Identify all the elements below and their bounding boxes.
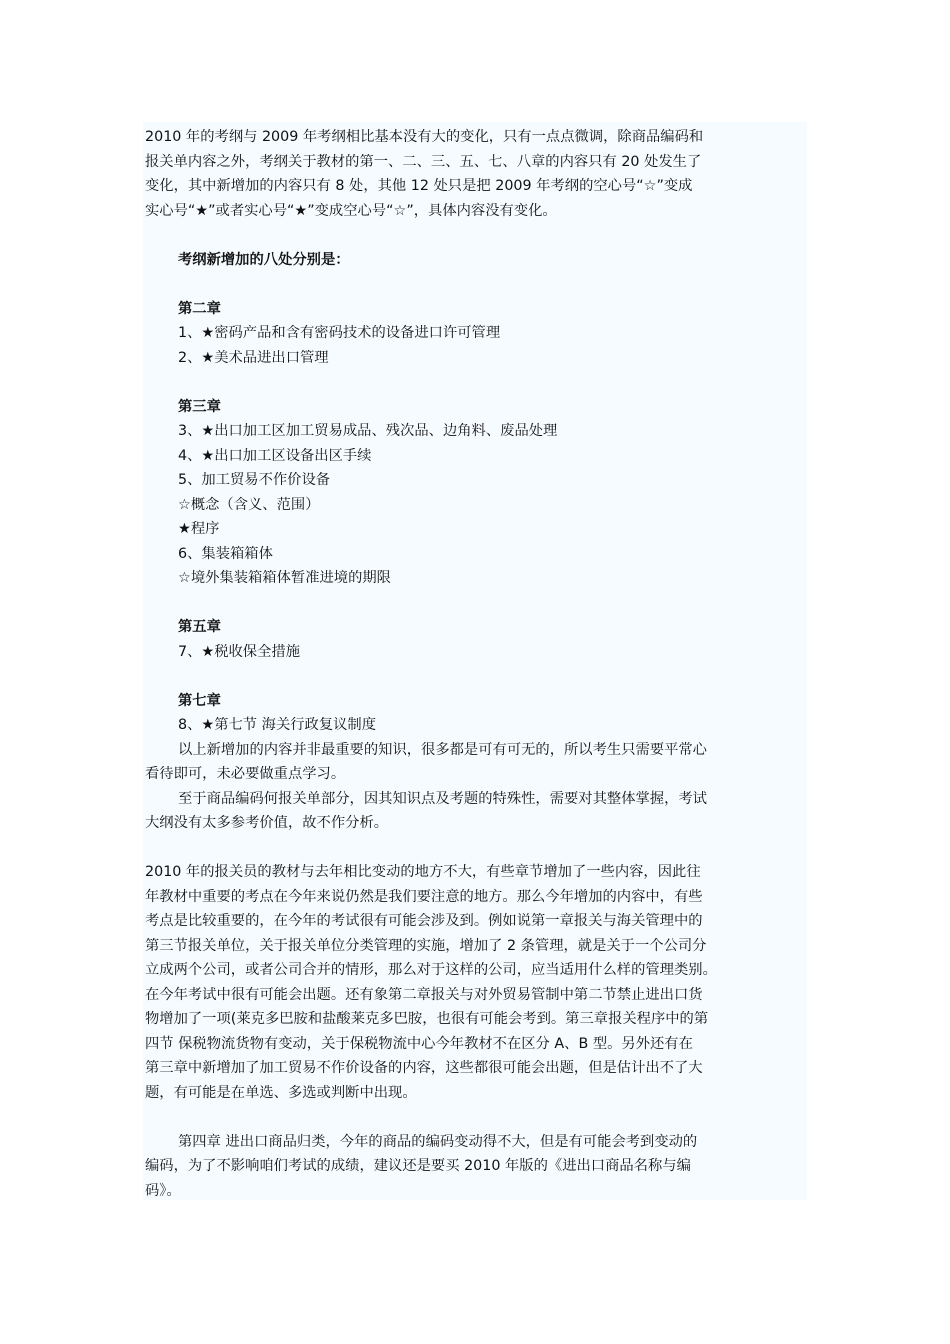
text-line: 以上新增加的内容并非最重要的知识，很多都是可有可无的，所以考生只需要平常心 [178, 741, 707, 758]
text-line: 第四章 进出口商品归类，今年的商品的编码变动得不大，但是有可能会考到变动的 [178, 1133, 698, 1150]
text-line: 四节 保税物流货物有变动，关于保税物流中心今年教材不在区分 A、B 型。另外还有在 [145, 1035, 693, 1052]
text-line: 至于商品编码何报关单部分，因其知识点及考题的特殊性，需要对其整体掌握，考试 [178, 790, 707, 807]
list-item: 6、集装箱箱体 [178, 545, 273, 562]
text-line: 第三章中新增加了加工贸易不作价设备的内容，这些都很可能会出题，但是估计出不了大 [145, 1060, 703, 1076]
blank-line [145, 223, 807, 248]
new-items-heading: 考纲新增加的八处分别是： [178, 251, 350, 268]
chapter-title: 第二章 [178, 300, 221, 317]
text-line: 实心号“★”或者实心号“★”变成空心号“☆”，具体内容没有变化。 [145, 202, 557, 219]
list-item: 4、★出口加工区设备出区手续 [178, 447, 372, 464]
text-line: 变化，其中新增加的内容只有 8 处，其他 12 处只是把 2009 年考纲的空心号“☆”变成 [145, 178, 693, 194]
chapter-2-section [145, 297, 807, 371]
text-line: 年教材中重要的考点在今年来说仍然是我们要注意的地方。那么今年增加的内容中，有些 [145, 888, 703, 905]
text-line: 立成两个公司，或者公司合并的情形，那么对于这样的公司，应当适用什么样的管理类别。 [145, 962, 717, 978]
blank-line [145, 370, 807, 395]
text-line: 2010 年的考纲与 2009 年考纲相比基本没有大的变化，只有一点点微调，除商品编码和 [145, 129, 704, 145]
chapter-title: 第七章 [178, 692, 221, 709]
text-line: 题，有可能是在单选、多选或判断中出现。 [145, 1084, 417, 1101]
list-item: 7、★税收保全措施 [178, 643, 300, 660]
text-line: 报关单内容之外，考纲关于教材的第一、二、三、五、七、八章的内容只有 20 处发生了 [145, 153, 702, 170]
summary-paragraph-2 [145, 787, 807, 836]
blank-line [145, 272, 807, 297]
chapter-title: 第五章 [178, 619, 221, 635]
text-line: 物增加了一项(莱克多巴胺和盐酸莱克多巴胺，也很有可能会考到。第三章报关程序中的第 [145, 1011, 709, 1027]
chapter-4-paragraph [145, 1130, 807, 1204]
text-line: 考点是比较重要的，在今年的考试很有可能会涉及到。例如说第一章报关与海关管理中的 [145, 913, 703, 929]
list-item: ☆概念（含义、范围） [178, 496, 320, 513]
list-item: 2、★美术品进出口管理 [178, 349, 329, 366]
chapter-7-section [145, 689, 807, 738]
blank-line [145, 836, 807, 861]
blank-line [145, 591, 807, 616]
chapter-3-section [145, 395, 807, 591]
text-line: 大纲没有太多参考价值，故不作分析。 [145, 815, 389, 831]
intro-paragraph [145, 125, 807, 223]
list-item: ★程序 [178, 521, 220, 537]
list-item: 8、★第七节 海关行政复议制度 [178, 717, 377, 733]
list-item: 5、加工贸易不作价设备 [178, 472, 331, 488]
text-line: 2010 年的报关员的教材与去年相比变动的地方不大，有些章节增加了一些内容，因此往 [145, 864, 701, 880]
textbook-changes-paragraph [145, 860, 807, 1105]
blank-line [145, 1105, 807, 1130]
text-line: 在今年考试中很有可能会出题。还有象第二章报关与对外贸易管制中第二节禁止进出口货 [145, 986, 703, 1003]
chapter-5-section [145, 615, 807, 664]
text-line: 编码，为了不影响咱们考试的成绩，建议还是要买 2010 年版的《进出口商品名称与编 [145, 1158, 691, 1174]
chapter-title: 第三章 [178, 398, 221, 415]
text-line: 码》。 [145, 1182, 181, 1199]
document-content [145, 125, 807, 1203]
list-item: ☆境外集装箱箱体暂准进境的期限 [178, 570, 391, 586]
list-item: 3、★出口加工区加工贸易成品、残次品、边角料、废品处理 [178, 423, 558, 439]
blank-line [145, 664, 807, 689]
summary-paragraph-1 [145, 738, 807, 787]
text-line: 看待即可，未必要做重点学习。 [145, 766, 346, 782]
list-item: 1、★密码产品和含有密码技术的设备进口许可管理 [178, 325, 501, 341]
text-line: 第三节报关单位，关于报关单位分类管理的实施，增加了 2 条管理，就是关于一个公司分 [145, 937, 707, 954]
